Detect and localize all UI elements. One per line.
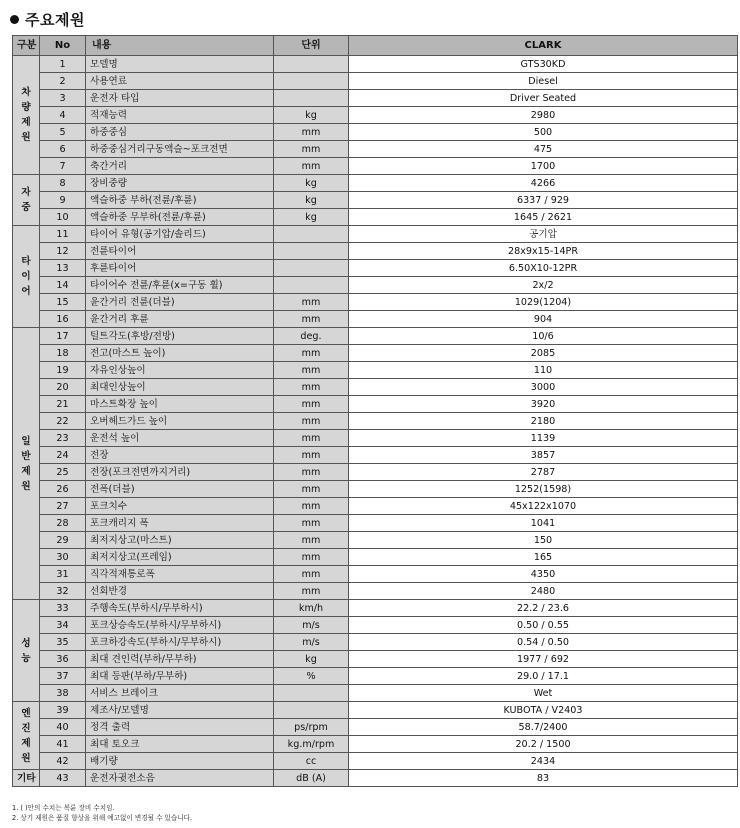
group-label: 일 반 제 원 <box>13 328 40 600</box>
spec-value: 1700 <box>349 158 738 175</box>
header-name: 내용 <box>86 36 274 56</box>
spec-value: 83 <box>349 770 738 787</box>
row-number: 33 <box>40 600 86 617</box>
spec-name: 배기량 <box>86 753 274 770</box>
spec-name: 적재능력 <box>86 107 274 124</box>
spec-value: 6337 / 929 <box>349 192 738 209</box>
spec-value: 904 <box>349 311 738 328</box>
spec-value: 475 <box>349 141 738 158</box>
table-row <box>13 481 738 498</box>
spec-unit: kg <box>274 192 349 209</box>
spec-value: 110 <box>349 362 738 379</box>
table-row <box>13 73 738 90</box>
spec-unit <box>274 260 349 277</box>
table-row <box>13 362 738 379</box>
table-row <box>13 226 738 243</box>
spec-value: 0.54 / 0.50 <box>349 634 738 651</box>
spec-unit: mm <box>274 481 349 498</box>
row-number: 1 <box>40 56 86 73</box>
spec-unit <box>274 56 349 73</box>
spec-value: 2180 <box>349 413 738 430</box>
table-row <box>13 328 738 345</box>
spec-unit: mm <box>274 566 349 583</box>
spec-value: 1252(1598) <box>349 481 738 498</box>
spec-unit: mm <box>274 379 349 396</box>
spec-unit: kg <box>274 209 349 226</box>
spec-unit: mm <box>274 141 349 158</box>
table-row <box>13 464 738 481</box>
table-row <box>13 532 738 549</box>
row-number: 41 <box>40 736 86 753</box>
row-number: 4 <box>40 107 86 124</box>
spec-name: 축간거리 <box>86 158 274 175</box>
spec-unit: ps/rpm <box>274 719 349 736</box>
spec-name: 틸트각도(후방/전방) <box>86 328 274 345</box>
group-label: 타 이 어 <box>13 226 40 328</box>
spec-value: 22.2 / 23.6 <box>349 600 738 617</box>
group-label: 기타 <box>13 770 40 787</box>
table-row <box>13 753 738 770</box>
table-row <box>13 651 738 668</box>
row-number: 2 <box>40 73 86 90</box>
spec-table <box>12 35 738 787</box>
bullet-icon <box>10 15 19 24</box>
spec-value: 3920 <box>349 396 738 413</box>
spec-unit: mm <box>274 430 349 447</box>
table-row <box>13 413 738 430</box>
spec-value: 29.0 / 17.1 <box>349 668 738 685</box>
row-number: 32 <box>40 583 86 600</box>
table-row <box>13 770 738 787</box>
spec-unit <box>274 73 349 90</box>
spec-value: 165 <box>349 549 738 566</box>
table-row <box>13 124 738 141</box>
spec-name: 최대 등판(부하/무부하) <box>86 668 274 685</box>
spec-name: 최저지상고(마스트) <box>86 532 274 549</box>
table-row <box>13 260 738 277</box>
spec-name: 포크상승속도(부하시/무부하시) <box>86 617 274 634</box>
row-number: 22 <box>40 413 86 430</box>
spec-value: 1645 / 2621 <box>349 209 738 226</box>
spec-unit: mm <box>274 532 349 549</box>
table-row <box>13 617 738 634</box>
row-number: 9 <box>40 192 86 209</box>
spec-unit: mm <box>274 413 349 430</box>
row-number: 42 <box>40 753 86 770</box>
spec-name: 선회반경 <box>86 583 274 600</box>
spec-name: 타이어 유형(공기압/솔리드) <box>86 226 274 243</box>
spec-unit: m/s <box>274 617 349 634</box>
spec-name: 주행속도(부하시/무부하시) <box>86 600 274 617</box>
spec-name: 전륜타이어 <box>86 243 274 260</box>
spec-name: 모델명 <box>86 56 274 73</box>
row-number: 36 <box>40 651 86 668</box>
spec-name: 액슬하중 부하(전륜/후륜) <box>86 192 274 209</box>
spec-value: 공기압 <box>349 226 738 243</box>
table-row <box>13 736 738 753</box>
table-row <box>13 430 738 447</box>
group-label: 자 중 <box>13 175 40 226</box>
spec-name: 장비중량 <box>86 175 274 192</box>
section-title-text: 주요제원 <box>25 10 85 29</box>
spec-value: 2434 <box>349 753 738 770</box>
table-row <box>13 498 738 515</box>
spec-unit: dB (A) <box>274 770 349 787</box>
table-row <box>13 447 738 464</box>
spec-unit: mm <box>274 583 349 600</box>
spec-unit: mm <box>274 345 349 362</box>
row-number: 23 <box>40 430 86 447</box>
spec-name: 액슬하중 무부하(전륜/후륜) <box>86 209 274 226</box>
spec-name: 운전자귓전소음 <box>86 770 274 787</box>
group-label: 엔 진 제 원 <box>13 702 40 770</box>
spec-unit: cc <box>274 753 349 770</box>
spec-name: 하중중심거리구동액슬~포크전면 <box>86 141 274 158</box>
spec-value: 58.7/2400 <box>349 719 738 736</box>
table-row <box>13 277 738 294</box>
table-row <box>13 56 738 73</box>
spec-value: 1041 <box>349 515 738 532</box>
spec-unit <box>274 685 349 702</box>
row-number: 5 <box>40 124 86 141</box>
spec-value: 4350 <box>349 566 738 583</box>
row-number: 12 <box>40 243 86 260</box>
row-number: 30 <box>40 549 86 566</box>
row-number: 8 <box>40 175 86 192</box>
spec-name: 포크치수 <box>86 498 274 515</box>
spec-value: 2980 <box>349 107 738 124</box>
row-number: 6 <box>40 141 86 158</box>
spec-value: 3857 <box>349 447 738 464</box>
row-number: 13 <box>40 260 86 277</box>
row-number: 28 <box>40 515 86 532</box>
table-row <box>13 209 738 226</box>
group-label: 차 량 제 원 <box>13 56 40 175</box>
spec-value: 6.50X10-12PR <box>349 260 738 277</box>
spec-name: 전장(포크전면까지거리) <box>86 464 274 481</box>
header-no: No <box>40 36 86 56</box>
section-title <box>10 8 85 30</box>
spec-value: Wet <box>349 685 738 702</box>
spec-value: 1977 / 692 <box>349 651 738 668</box>
row-number: 15 <box>40 294 86 311</box>
spec-unit <box>274 277 349 294</box>
table-row <box>13 379 738 396</box>
spec-name: 윤간거리 전륜(더블) <box>86 294 274 311</box>
spec-unit: mm <box>274 464 349 481</box>
table-row <box>13 566 738 583</box>
table-row <box>13 90 738 107</box>
spec-name: 하중중심 <box>86 124 274 141</box>
spec-name: 전장 <box>86 447 274 464</box>
table-row <box>13 107 738 124</box>
spec-unit: kg <box>274 651 349 668</box>
spec-name: 마스트확장 높이 <box>86 396 274 413</box>
spec-value: 150 <box>349 532 738 549</box>
row-number: 11 <box>40 226 86 243</box>
spec-unit <box>274 226 349 243</box>
spec-value: 1029(1204) <box>349 294 738 311</box>
row-number: 21 <box>40 396 86 413</box>
table-header-row <box>13 36 738 56</box>
spec-value: 2085 <box>349 345 738 362</box>
spec-unit: kg <box>274 107 349 124</box>
table-row <box>13 668 738 685</box>
spec-value: 45x122x1070 <box>349 498 738 515</box>
row-number: 31 <box>40 566 86 583</box>
spec-unit: mm <box>274 294 349 311</box>
spec-name: 운전석 높이 <box>86 430 274 447</box>
table-row <box>13 600 738 617</box>
table-row <box>13 294 738 311</box>
spec-unit: mm <box>274 498 349 515</box>
row-number: 20 <box>40 379 86 396</box>
spec-name: 최대인상높이 <box>86 379 274 396</box>
spec-name: 후륜타이어 <box>86 260 274 277</box>
spec-value: 500 <box>349 124 738 141</box>
spec-name: 타이어수 전륜/후륜(x=구동 휠) <box>86 277 274 294</box>
spec-name: 윤간거리 후륜 <box>86 311 274 328</box>
row-number: 27 <box>40 498 86 515</box>
spec-name: 포크하강속도(부하시/무부하시) <box>86 634 274 651</box>
spec-unit: mm <box>274 311 349 328</box>
header-unit: 단위 <box>274 36 349 56</box>
table-row <box>13 158 738 175</box>
spec-unit: mm <box>274 396 349 413</box>
spec-unit: % <box>274 668 349 685</box>
spec-unit <box>274 243 349 260</box>
spec-name: 사용연료 <box>86 73 274 90</box>
spec-value: 28x9x15-14PR <box>349 243 738 260</box>
row-number: 40 <box>40 719 86 736</box>
spec-name: 포크캐리지 폭 <box>86 515 274 532</box>
footnote: 2. 상기 제원은 품질 향상을 위해 예고없이 변경될 수 있습니다. <box>12 814 193 822</box>
row-number: 24 <box>40 447 86 464</box>
spec-unit: deg. <box>274 328 349 345</box>
row-number: 3 <box>40 90 86 107</box>
spec-value: 1139 <box>349 430 738 447</box>
spec-name: 최대 견인력(부하/무부하) <box>86 651 274 668</box>
table-row <box>13 515 738 532</box>
spec-value: 2x/2 <box>349 277 738 294</box>
spec-value: 20.2 / 1500 <box>349 736 738 753</box>
table-row <box>13 141 738 158</box>
table-row <box>13 702 738 719</box>
footnotes <box>12 803 192 823</box>
row-number: 7 <box>40 158 86 175</box>
header-group: 구분 <box>13 36 40 56</box>
spec-value: Diesel <box>349 73 738 90</box>
spec-value: KUBOTA / V2403 <box>349 702 738 719</box>
table-row <box>13 345 738 362</box>
row-number: 34 <box>40 617 86 634</box>
spec-value: Driver Seated <box>349 90 738 107</box>
spec-name: 자유인상높이 <box>86 362 274 379</box>
spec-unit: km/h <box>274 600 349 617</box>
table-row <box>13 175 738 192</box>
spec-value: 3000 <box>349 379 738 396</box>
spec-value: 2787 <box>349 464 738 481</box>
row-number: 10 <box>40 209 86 226</box>
row-number: 35 <box>40 634 86 651</box>
table-row <box>13 549 738 566</box>
row-number: 26 <box>40 481 86 498</box>
table-row <box>13 396 738 413</box>
spec-unit: mm <box>274 515 349 532</box>
group-label: 성 능 <box>13 600 40 702</box>
spec-name: 최저지상고(프레임) <box>86 549 274 566</box>
spec-name: 직각적재통로폭 <box>86 566 274 583</box>
spec-name: 운전자 타입 <box>86 90 274 107</box>
table-row <box>13 685 738 702</box>
footnote: 1. ( )안의 수치는 복륜 장비 수치임. <box>12 804 115 812</box>
spec-value: 10/6 <box>349 328 738 345</box>
spec-unit <box>274 90 349 107</box>
row-number: 43 <box>40 770 86 787</box>
row-number: 37 <box>40 668 86 685</box>
table-row <box>13 311 738 328</box>
row-number: 18 <box>40 345 86 362</box>
table-row <box>13 583 738 600</box>
spec-unit: kg.m/rpm <box>274 736 349 753</box>
spec-value: 0.50 / 0.55 <box>349 617 738 634</box>
spec-name: 최대 토오크 <box>86 736 274 753</box>
row-number: 25 <box>40 464 86 481</box>
spec-unit <box>274 702 349 719</box>
row-number: 39 <box>40 702 86 719</box>
spec-unit: mm <box>274 362 349 379</box>
table-row <box>13 634 738 651</box>
row-number: 17 <box>40 328 86 345</box>
table-row <box>13 243 738 260</box>
spec-unit: mm <box>274 447 349 464</box>
row-number: 14 <box>40 277 86 294</box>
spec-name: 전고(마스트 높이) <box>86 345 274 362</box>
spec-name: 전폭(더블) <box>86 481 274 498</box>
spec-name: 서비스 브레이크 <box>86 685 274 702</box>
spec-name: 제조사/모델명 <box>86 702 274 719</box>
table-row <box>13 719 738 736</box>
spec-table-body <box>13 56 738 787</box>
spec-value: GTS30KD <box>349 56 738 73</box>
spec-value: 2480 <box>349 583 738 600</box>
spec-unit: m/s <box>274 634 349 651</box>
row-number: 19 <box>40 362 86 379</box>
row-number: 29 <box>40 532 86 549</box>
spec-name: 오버헤드가드 높이 <box>86 413 274 430</box>
header-model: CLARK <box>349 36 738 56</box>
spec-name: 정격 출력 <box>86 719 274 736</box>
row-number: 16 <box>40 311 86 328</box>
spec-unit: kg <box>274 175 349 192</box>
spec-unit: mm <box>274 124 349 141</box>
spec-unit: mm <box>274 549 349 566</box>
row-number: 38 <box>40 685 86 702</box>
table-row <box>13 192 738 209</box>
spec-value: 4266 <box>349 175 738 192</box>
spec-unit: mm <box>274 158 349 175</box>
